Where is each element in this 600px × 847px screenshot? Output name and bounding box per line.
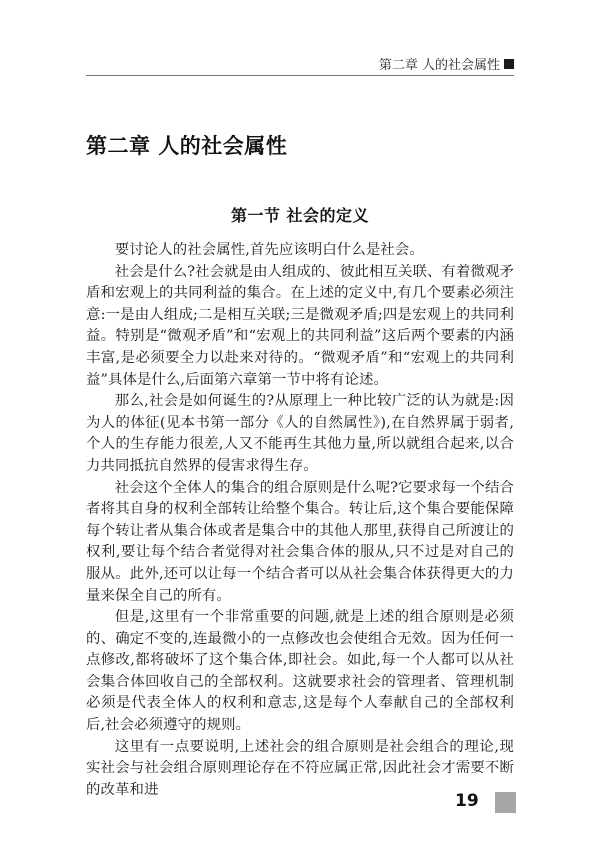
paragraph: 社会这个全体人的集合的组合原则是什么呢?它要求每一个结合者将其自身的权利全部转让给整个集合。转让后,这个集合要能保障每个转让者从集合体或者是集合中的其他人那里,获得自己所渡让的权利,要让每个结合者觉得对社会集合体的服从,只不过是对自己的服从。此外,还可以让每一个结合者可以从社会集合体获得更大的力量来保全自己的所有。 [86, 479, 514, 604]
paragraph: 要讨论人的社会属性,首先应该明白什么是社会。 [114, 242, 424, 258]
paragraph: 但是,这里有一个非常重要的问题,就是上述的组合原则是必须的、确定不变的,连最微小的一点修改也会使组合无效。因为任何一点修改,都将破坏了这个集合体,即社会。如此,每一个人都可以从社会集合体回收自己的全部权利。这就要求社会的管理者、管理机制必须是代表全体人的权利和意志,这是每个人奉献自己的全部权利后,社会必须遵守的规则。 [86, 609, 514, 734]
body-text [86, 240, 514, 801]
page-number: 19 [455, 791, 479, 811]
section-title: 第一节 社会的定义 [230, 206, 370, 225]
paragraph: 这里有一点要说明,上述社会的组合原则是社会组合的理论,现实社会与社会组合原则理论存在不符应属正常,因此社会才需要不断的改革和进 [86, 738, 514, 798]
page-tab-block [495, 792, 516, 813]
paragraph: 那么,社会是如何诞生的?从原理上一种比较广泛的认为就是:因为人的体征(见本书第一部分《人的自然属性》),在自然界属于弱者,个人的生存能力很差,人又不能再生其他力量,所以就组合起来,以合力共同抵抗自然界的侵害求得生存。 [86, 393, 514, 474]
running-header-title: 第二章 人的社会属性 [378, 58, 500, 73]
header-divider [86, 75, 514, 76]
header-square-mark [504, 59, 514, 69]
chapter-title: 第二章 人的社会属性 [86, 134, 288, 158]
running-header [379, 54, 514, 73]
paragraph: 社会是什么?社会就是由人组成的、彼此相互关联、有着微观矛盾和宏观上的共同利益的集合。在上述的定义中,有几个要素必须注意:一是由人组成;二是相互关联;三是微观矛盾;四是宏观上的共同利益。特别是“微观矛盾”和“宏观上的共同利益”这后两个要素的内涵丰富,是必须要全力以赴来对待的。“微观矛盾”和“宏观上的共同利益”具体是什么,后面第六章第一节中将有论述。 [86, 263, 514, 388]
